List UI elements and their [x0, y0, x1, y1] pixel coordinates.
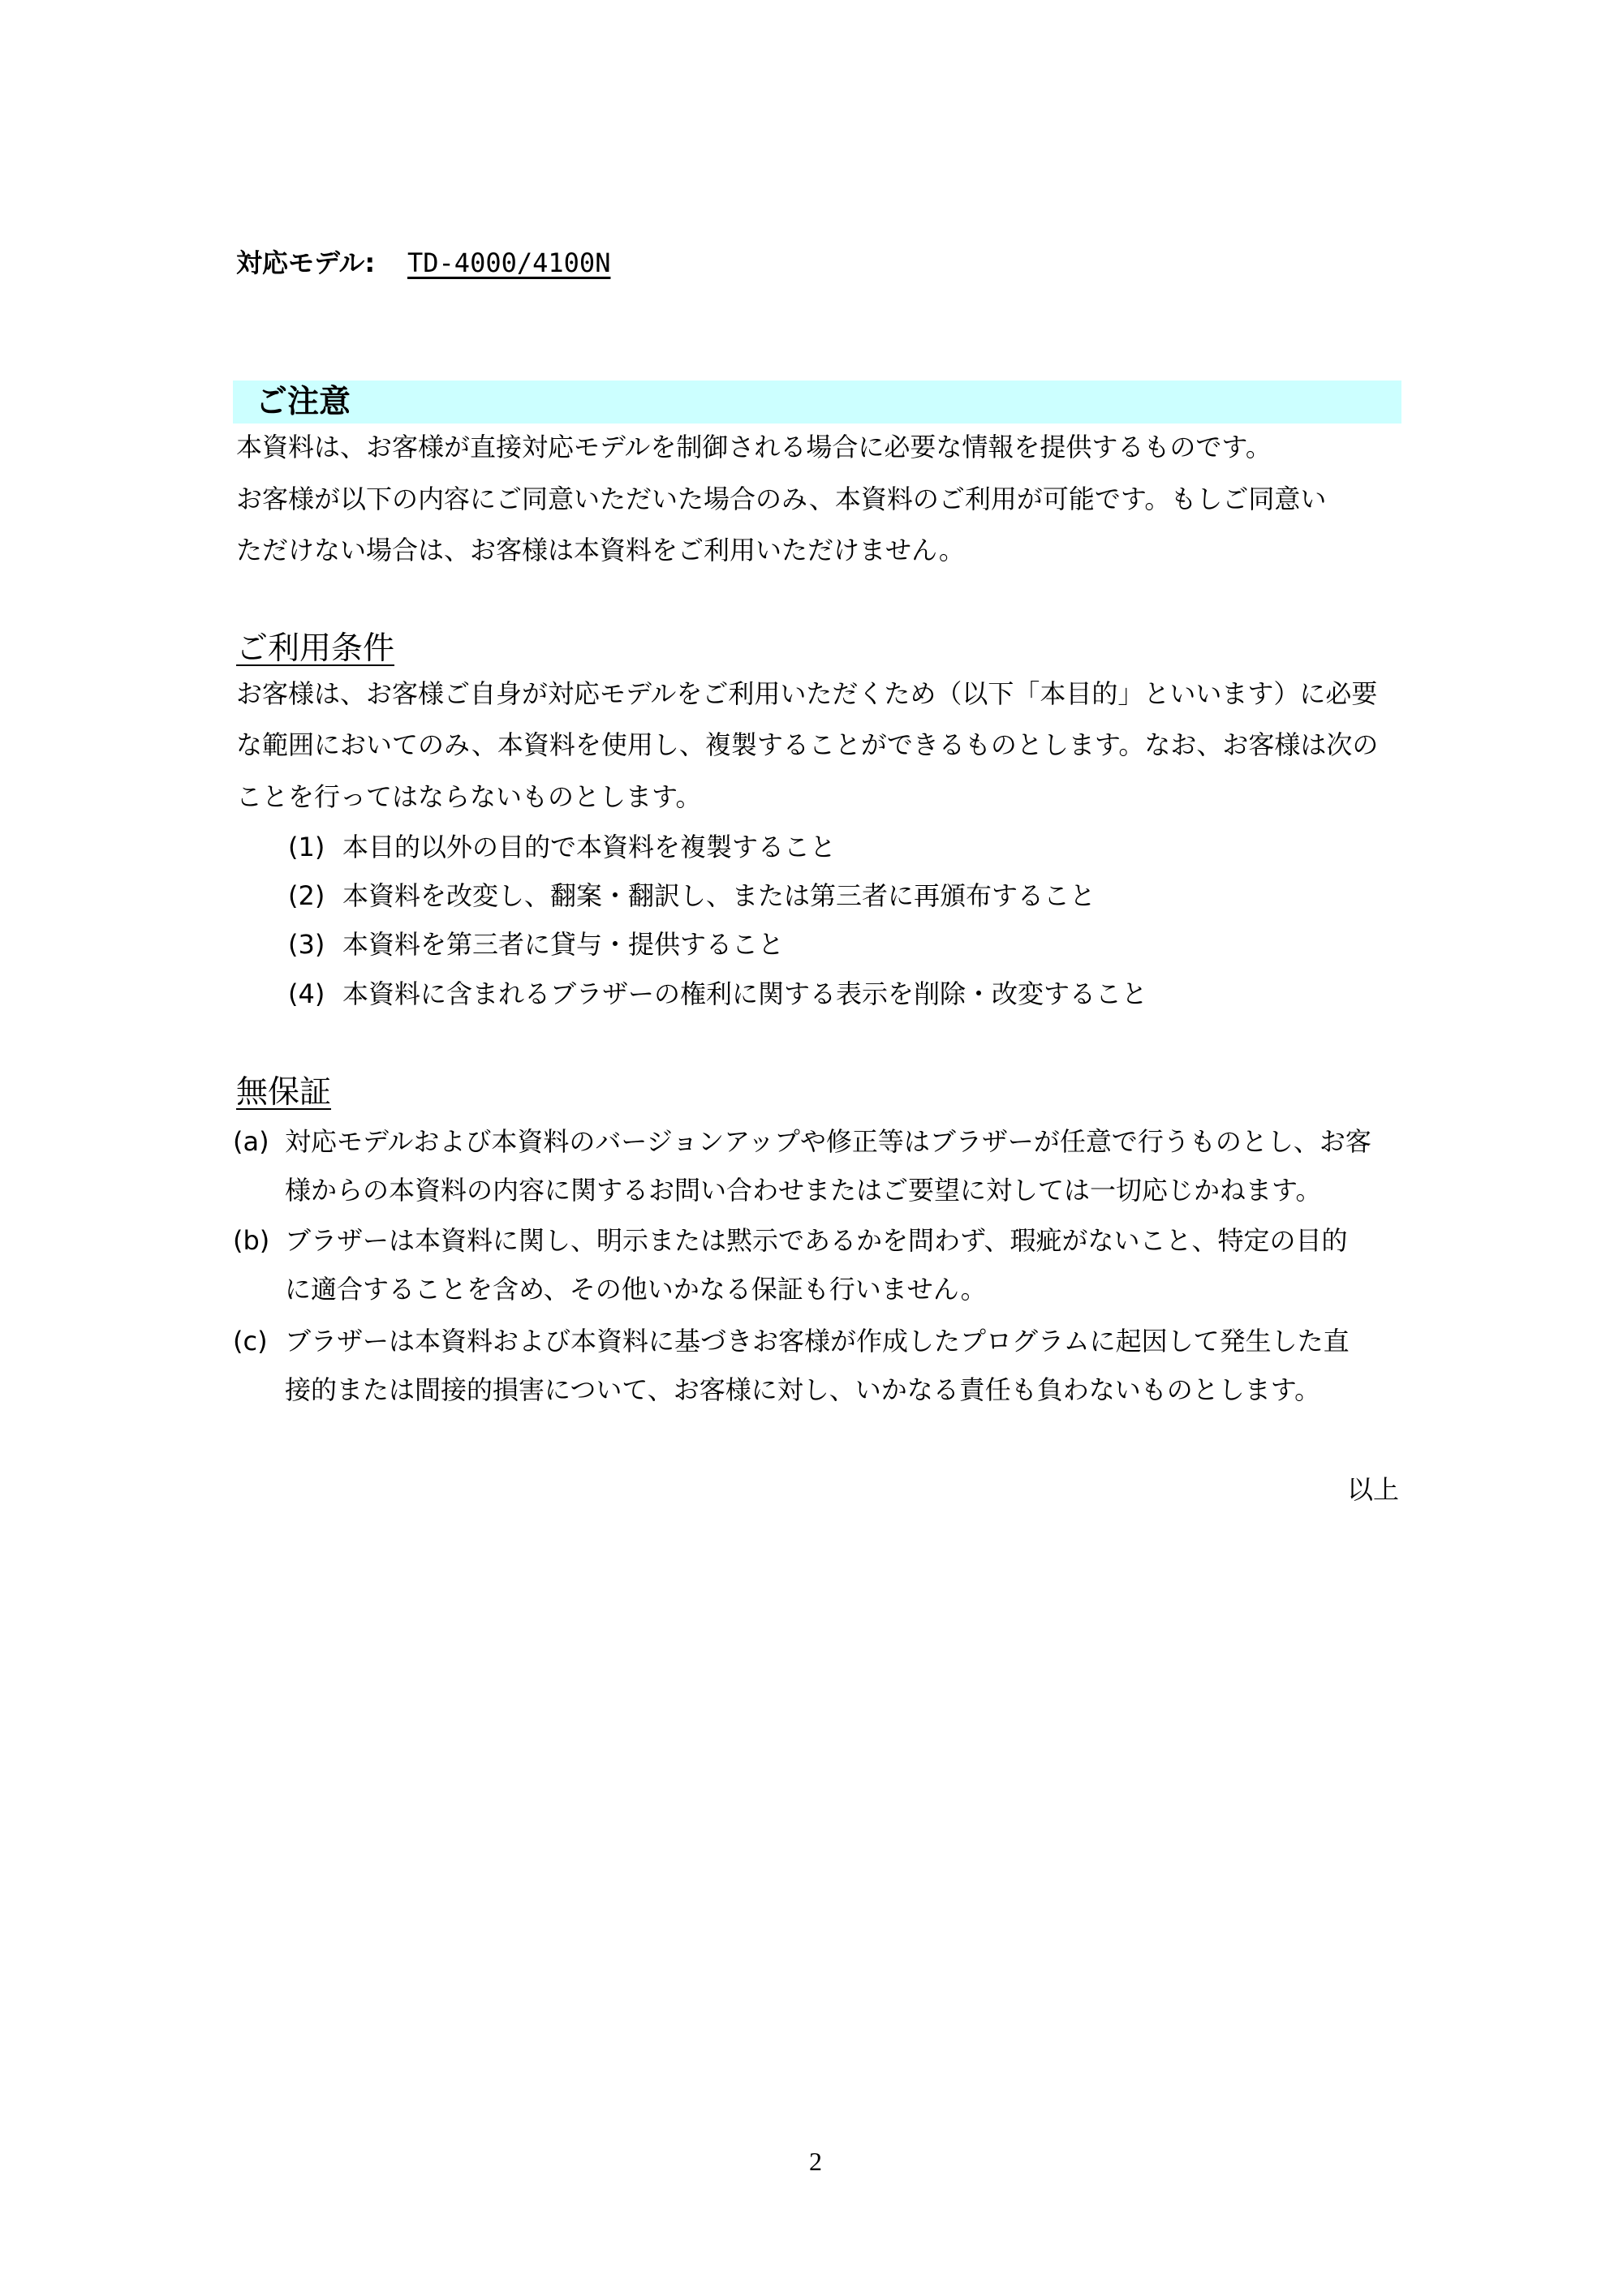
- warranty-item-line: 様からの本資料の内容に関するお問い合わせまたはご要望に対しては一切応じかねます。: [285, 1175, 1322, 1206]
- notice-heading: ご注意: [256, 384, 351, 420]
- terms-item-marker: (4): [288, 978, 325, 1009]
- warranty-item-line: に適合することを含め、その他いかなる保証も行いません。: [285, 1274, 987, 1305]
- notice-line: お客様が以下の内容にご同意いただいた場合のみ、本資料のご利用が可能です。もしご同意い: [236, 484, 1327, 514]
- terms-line: な範囲においてのみ、本資料を使用し、複製することができるものとします。なお、お客様は次の: [236, 729, 1379, 760]
- warranty-item-line: ブラザーは本資料に関し、明示または黙示であるかを問わず、瑕疵がないこと、特定の目的: [285, 1225, 1348, 1256]
- terms-item-text: 本資料に含まれるブラザーの権利に関する表示を削除・改変すること: [342, 978, 1148, 1009]
- notice-line: 本資料は、お客様が直接対応モデルを制御される場合に必要な情報を提供するものです。: [236, 432, 1272, 462]
- page-number: 2: [809, 2147, 822, 2176]
- model-label: 対応モデル:: [236, 247, 376, 278]
- terms-item-text: 本目的以外の目的で本資料を複製すること: [342, 832, 837, 862]
- notice-line: ただけない場合は、お客様は本資料をご利用いただけません。: [236, 535, 965, 565]
- terms-item-text: 本資料を第三者に貸与・提供すること: [342, 929, 785, 960]
- terms-item-marker: (1): [288, 832, 325, 862]
- warranty-heading: 無保証: [236, 1074, 332, 1111]
- terms-line: お客様は、お客様ご自身が対応モデルをご利用いただくため（以下「本目的」といいます）に必要: [236, 678, 1378, 709]
- terms-line: ことを行ってはならないものとします。: [236, 781, 702, 812]
- warranty-item-line: 対応モデルおよび本資料のバージョンアップや修正等はブラザーが任意で行うものとし、お客: [285, 1126, 1371, 1157]
- terms-heading: ご利用条件: [236, 630, 395, 667]
- terms-item-marker: (2): [288, 880, 325, 911]
- terms-item-marker: (3): [288, 929, 325, 960]
- terms-item-text: 本資料を改変し、翻案・翻訳し、または第三者に再頒布すること: [342, 880, 1096, 911]
- model-value: TD-4000/4100N: [407, 247, 611, 278]
- warranty-item-marker: (c): [233, 1326, 268, 1357]
- warranty-item-line: 接的または間接的損害について、お客様に対し、いかなる責任も負わないものとします。: [285, 1374, 1321, 1405]
- warranty-item-marker: (a): [233, 1126, 269, 1157]
- warranty-item-marker: (b): [233, 1225, 270, 1256]
- notice-band: [233, 381, 1401, 424]
- warranty-item-line: ブラザーは本資料および本資料に基づきお客様が作成したプログラムに起因して発生した直: [285, 1326, 1350, 1357]
- closing-text: 以上: [1346, 1474, 1399, 1505]
